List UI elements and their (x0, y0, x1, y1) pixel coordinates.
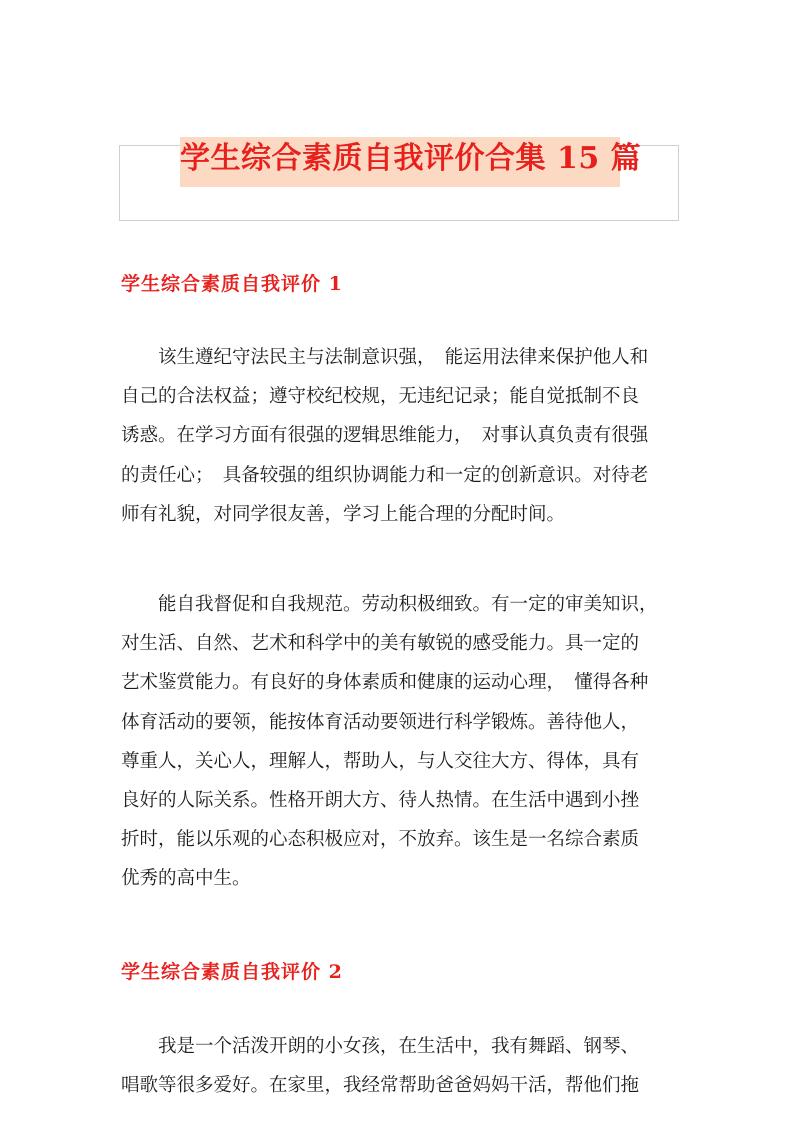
paragraph-line: 对生活、自然、艺术和科学中的美有敏锐的感受能力。具一定的 (121, 633, 640, 655)
section-1-paragraph-2 (121, 585, 689, 899)
paragraph-line: 良好的人际关系。性格开朗大方、待人热情。在生活中遇到小挫 (121, 789, 640, 811)
paragraph-line: 的责任心； 具备较强的组织协调能力和一定的创新意识。对待老 (121, 464, 649, 486)
section-heading-1: 学生综合素质自我评价 1 (121, 273, 343, 295)
paragraph-line: 尊重人，关心人，理解人，帮助人，与人交往大方、得体，具有 (121, 750, 640, 772)
paragraph-line: 优秀的高中生。 (121, 868, 251, 890)
paragraph-line: 我是一个活泼开朗的小女孩，在生活中，我有舞蹈、钢琴、 (121, 1036, 640, 1057)
paragraph-line: 折时，能以乐观的心态积极应对，不放弃。该生是一名综合素质 (121, 829, 640, 851)
paragraph-line: 诱惑。在学习方面有很强的逻辑思维能力， 对事认真负责有很强 (121, 425, 649, 447)
paragraph-line: 师有礼貌，对同学很友善，学习上能合理的分配时间。 (121, 503, 566, 525)
paragraph-line: 体育活动的要领，能按体育活动要领进行科学锻炼。善待他人， (121, 711, 640, 733)
paragraph-line: 艺术鉴赏能力。有良好的身体素质和健康的运动心理， 懂得各种 (121, 672, 649, 694)
paragraph-line: 该生遵纪守法民主与法制意识强， 能运用法律来保护他人和 (121, 347, 649, 368)
document-title: 学生综合素质自我评价合集 15 篇 (180, 141, 642, 176)
section-heading-2: 学生综合素质自我评价 2 (121, 961, 343, 983)
section-1-paragraph-1 (121, 338, 689, 534)
section-2-paragraph-1 (121, 1027, 689, 1105)
paragraph-line: 自己的合法权益；遵守校纪校规，无违纪记录；能自觉抵制不良 (121, 386, 640, 408)
paragraph-line: 唱歌等很多爱好。在家里，我经常帮助爸爸妈妈干活，帮他们拖 (121, 1075, 640, 1097)
paragraph-line: 能自我督促和自我规范。劳动积极细致。有一定的审美知识， (121, 594, 658, 615)
